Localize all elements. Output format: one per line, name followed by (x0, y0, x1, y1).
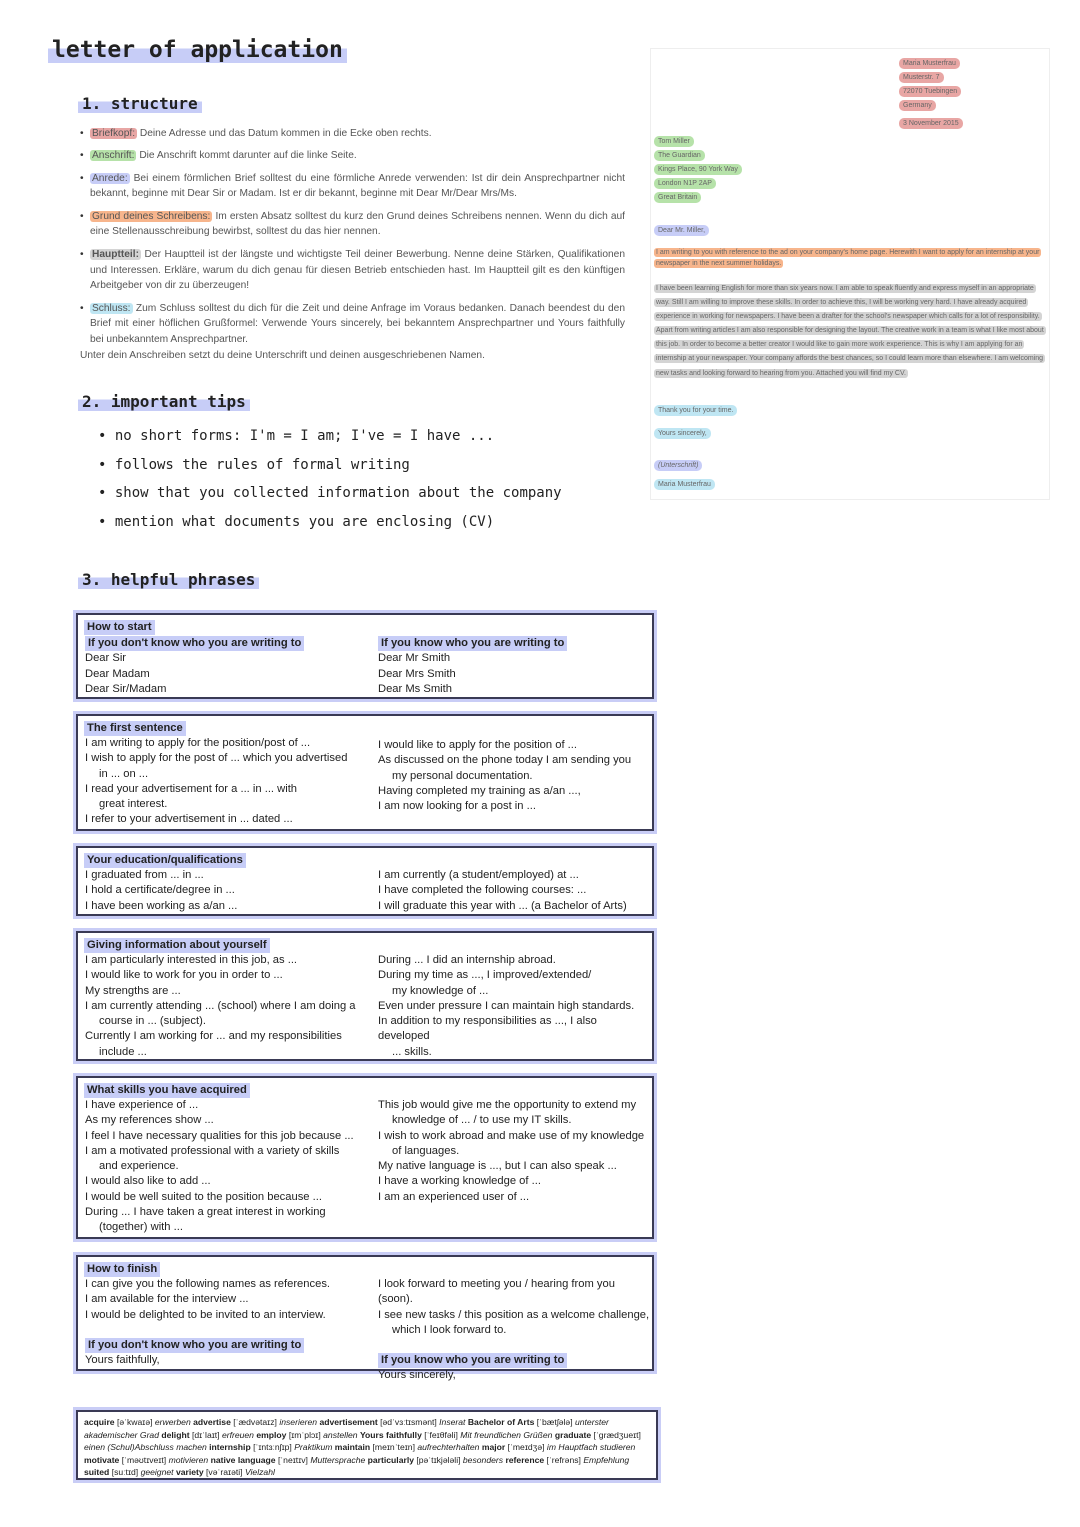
letter-signature: (Unterschrift) (654, 460, 702, 471)
phrase: I read your advertisement for a ... in ... with (85, 782, 298, 795)
phrase: Dear Sir/Madam (85, 682, 167, 695)
box-title: The first sentence (84, 721, 186, 736)
box-title: How to start (84, 620, 155, 635)
sender-line: 72070 Tuebingen (899, 86, 961, 97)
glossary-entry: major [ˈmeɪdʒə] im Hauptfach studieren (481, 1442, 636, 1452)
glossary-entry: motivate [ˈməʊtɪveɪt] motivieren (84, 1454, 211, 1465)
subheading: If you don't know who you are writing to (85, 636, 304, 651)
signature-note: Unter dein Anschreiben setzt du deine Unterschrift und deinen ausgeschriebenen Namen. (80, 350, 485, 362)
phrase: Even under pressure I can maintain high standards. (378, 999, 635, 1012)
phrase: I look forward to meeting you / hearing from you (soon). (378, 1278, 615, 1306)
box-title: How to finish (84, 1262, 160, 1277)
glossary-entry: delight [dɪˈlaɪt] erfreuen (161, 1429, 257, 1440)
glossary-entry: advertisement [ədˈvɜːtɪsmənt] Inserat (319, 1417, 468, 1427)
phrase: I can give you the following names as references. (85, 1278, 331, 1290)
phrase: As my references show ... (85, 1114, 214, 1127)
phrase: I would be delighted to be invited to an interview. (85, 1308, 326, 1321)
list-item: • mention what documents you are enclosing (CV) (98, 508, 562, 537)
phrase-box-first-sentence (76, 714, 654, 831)
list-item: • Hauptteil: Der Hauptteil ist der längste und wichtigste Teil deiner Bewerbung. Nenne deine Stärken, Qualifikationen und Interessen. Erkläre, warum du dich genau für diesen Betrieb entschieden hast. Im Hauptteil gilt es den künftigen Arbeitgeber von dir zu überzeugen! (80, 247, 625, 294)
phrase: I am currently (a student/employed) at ... (378, 869, 579, 881)
vocabulary-glossary (76, 1410, 658, 1480)
phrase: Yours faithfully, (85, 1354, 160, 1367)
letter-intro: I am writing to you with reference to the ad on your company's home page. Herewith I want to apply for an internship at your newspaper in the next summer holidays. (656, 249, 1040, 267)
phrase: I wish to apply for the post of ... which you advertised (85, 752, 348, 765)
phrase: Dear Madam (85, 667, 150, 680)
phrase: During ... I did an internship abroad. (378, 954, 556, 966)
phrase: I am available for the interview ... (85, 1293, 249, 1306)
recipient-line: Great Britain (654, 192, 701, 203)
sender-line: Musterstr. 7 (899, 72, 944, 83)
phrase: I refer to your advertisement in ... dated ... (85, 813, 293, 826)
example-letter (650, 48, 1050, 500)
phrase: I would like to work for you in order to ... (85, 969, 283, 982)
recipient-line: Tom Miller (654, 136, 694, 147)
glossary-entry: acquire [əˈkwaɪə] erwerben (84, 1417, 194, 1427)
structure-heading: 1. structure (78, 94, 202, 113)
phrase: I am writing to apply for the position/post of ... (85, 737, 311, 749)
glossary-entry: suited [suːtɪd] geeignet (84, 1467, 176, 1477)
phrase: My native language is ..., but I can also speak ... (378, 1160, 617, 1173)
phrase: I feel I have necessary qualities for this job because ... (85, 1129, 354, 1142)
subheading: If you know who you are writing to (378, 636, 567, 651)
phrase: Dear Ms Smith (378, 682, 452, 695)
glossary-entry: variety [vəˈraɪəti] Vielzahl (175, 1467, 275, 1477)
list-item: • show that you collected information about the company (98, 479, 562, 508)
tips-list (98, 422, 562, 536)
letter-body: I have been learning English for more than six years now. I am able to speak fluently and express myself in an appropriate way. Still I am willing to improve these skills. In order to achieve this, I will be working very hard. I have already acquired experience in working for newspapers. I have been a drafter for the school's newspaper which calls for a lot of responsibility. Apart from writing articles I am also responsible for designing the layout. The creative work in a team is what I like most about this job. In order to become a better creator I would like to gain more work experience. This is why I am applying for an internship at your newspaper. Your company affords the best chances, so I could learn more than elsewhere. I am welcoming new tasks and looking forward to hearing from you. Attached you will find my CV. (656, 285, 1044, 377)
sender-line: Germany (899, 100, 936, 111)
glossary-entry: particularly [pəˈtɪkjələli] besonders (367, 1454, 506, 1465)
list-item: • Briefkopf: Deine Adresse und das Datum kommen in die Ecke oben rechts. (80, 126, 625, 142)
letter-closing: Yours sincerely, (654, 428, 711, 439)
phrase: great interest. (99, 798, 168, 811)
phrase: I would like to apply for the position of ... (378, 739, 577, 751)
phrase: During ... I have taken a great interest in working (85, 1206, 326, 1219)
phrase: I have experience of ... (85, 1099, 199, 1111)
phrase-box-education (76, 846, 654, 916)
phrase: I am a motivated professional with a variety of skills (85, 1144, 340, 1157)
phrase: I am now looking for a post in ... (378, 800, 536, 813)
phrase: I hold a certificate/degree in ... (85, 884, 235, 897)
phrase: include ... (99, 1045, 147, 1058)
glossary-entry: maintain [meɪnˈteɪn] aufrechterhalten (334, 1442, 482, 1452)
phrase: In addition to my responsibilities as ..., I also developed (378, 1015, 597, 1043)
letter-name: Maria Musterfrau (654, 479, 715, 490)
list-item: • Schluss: Zum Schluss solltest du dich für die Zeit und deine Anfrage im Voraus bedanken. Danach beendest du den Brief mit einer höflichen Grußformel: Verwende Yours sincerely, bei bekanntem Ansprechpartner und Yours faithfully bei unbekanntem Ansprechpartner. Unter dein Anschreiben setzt du deine Unterschrift und deinen ausgeschriebenen Namen. (80, 301, 625, 364)
glossary-entry: graduate [ˈɡrædʒueɪt] einen (Schul)Abschluss machen (84, 1429, 641, 1452)
phrase: I see new tasks / this position as a welcome challenge, (378, 1308, 650, 1321)
phrase: of languages. (392, 1144, 460, 1157)
phrase-box-start (76, 613, 654, 699)
phrase: During my time as ..., I improved/extended/ (378, 969, 592, 982)
list-item: • Grund deines Schreibens: Im ersten Absatz solltest du kurz den Grund deines Schreibens nennen. Wenn du dich auf eine Stellenausschreibung bewirbst, solltest du das hier nennen. (80, 209, 625, 241)
phrase-box-skills (76, 1076, 654, 1239)
sender-line: Maria Musterfrau (899, 58, 960, 69)
phrase: Dear Sir (85, 652, 127, 665)
phrase: I have been working as a/an ... (85, 899, 238, 912)
list-item: • Anrede: Bei einem förmlichen Brief solltest du eine förmliche Anrede verwenden: Ist dir dein Ansprechpartner nicht bekannt, beginne mit Dear Sir or Madam. Ist er dir bekannt, beginne mit Dear Mr/Dear Mrs/Ms. (80, 171, 625, 203)
glossary-entry: employ [ɪmˈplɔɪ] anstellen (256, 1429, 360, 1440)
glossary-entry: internship [ˈɪntɜːnʃɪp] Praktikum (209, 1442, 335, 1452)
phrase: in ... on ... (99, 767, 149, 780)
letter-date: 3 November 2015 (899, 118, 963, 129)
phrase: This job would give me the opportunity to extend my (378, 1099, 637, 1111)
phrase: Having completed my training as a/an ..., (378, 784, 581, 797)
glossary-entry: advertise [ˈædvətaɪz] inserieren (193, 1417, 320, 1427)
subheading: If you don't know who you are writing to (85, 1338, 304, 1353)
glossary-entry: Yours faithfully [ˈfeɪθfəli] Mit freundlichen Grüßen (359, 1429, 555, 1440)
phrases-heading: 3. helpful phrases (78, 570, 259, 589)
phrase: I have a working knowledge of ... (378, 1175, 541, 1188)
list-item: • follows the rules of formal writing (98, 451, 562, 480)
phrase: I am currently attending ... (school) where I am doing a (85, 999, 356, 1012)
recipient-line: Kings Place, 90 York Way (654, 164, 742, 175)
phrase: Dear Mrs Smith (378, 667, 456, 680)
tips-heading: 2. important tips (78, 392, 250, 411)
phrase: my knowledge of ... (392, 984, 489, 997)
phrase: Yours sincerely, (378, 1369, 456, 1382)
phrase: course in ... (subject). (99, 1015, 206, 1028)
list-item: • no short forms: I'm = I am; I've = I have ... (98, 422, 562, 451)
phrase: ... skills. (392, 1045, 432, 1058)
sender-block (899, 58, 963, 132)
letter-thanks: Thank you for your time. (654, 405, 737, 416)
phrase: I graduated from ... in ... (85, 869, 204, 881)
phrase: which I look forward to. (392, 1323, 507, 1336)
box-title: Your education/qualifications (84, 853, 246, 868)
phrase: I have completed the following courses: ... (378, 884, 587, 897)
phrase-box-finish (76, 1255, 654, 1382)
phrase: and experience. (99, 1160, 179, 1173)
box-title: What skills you have acquired (84, 1083, 250, 1098)
list-item: • Anschrift: Die Anschrift kommt darunter auf die linke Seite. (80, 148, 625, 164)
phrase: I would also like to add ... (85, 1175, 211, 1188)
structure-list (80, 126, 625, 370)
phrase: I am an experienced user of ... (378, 1190, 530, 1203)
phrase: My strengths are ... (85, 984, 181, 997)
glossary-entry: native language [ˈneɪtɪv] Muttersprache (210, 1454, 368, 1465)
phrase: I am particularly interested in this job, as ... (85, 954, 298, 966)
phrase-box-about-yourself (76, 931, 654, 1061)
subheading: If you know who you are writing to (378, 1353, 567, 1368)
recipient-line: London N1P 2AP (654, 178, 716, 189)
phrase: Currently I am working for ... and my responsibilities (85, 1030, 342, 1043)
phrase: Dear Mr Smith (378, 652, 451, 665)
glossary-entry: reference [ˈrefrəns] Empfehlung (505, 1454, 630, 1465)
letter-salutation: Dear Mr. Miller, (654, 225, 709, 236)
recipient-line: The Guardian (654, 150, 705, 161)
glossary-entry: Bachelor of Arts [ˈbætʃələ] unterster akademischer Grad (84, 1417, 609, 1440)
page-title: letter of application (48, 36, 347, 63)
phrase: knowledge of ... / to use my IT skills. (392, 1114, 572, 1127)
phrase: I wish to work abroad and make use of my knowledge (378, 1129, 645, 1142)
phrase: (together) with ... (99, 1221, 183, 1234)
box-title: Giving information about yourself (84, 938, 270, 953)
phrase: As discussed on the phone today I am sending you (378, 754, 632, 767)
phrase: my personal documentation. (392, 769, 533, 782)
phrase: I will graduate this year with ... (a Bachelor of Arts) (378, 899, 627, 912)
phrase: I would be well suited to the position because ... (85, 1190, 322, 1203)
recipient-block (654, 136, 742, 206)
